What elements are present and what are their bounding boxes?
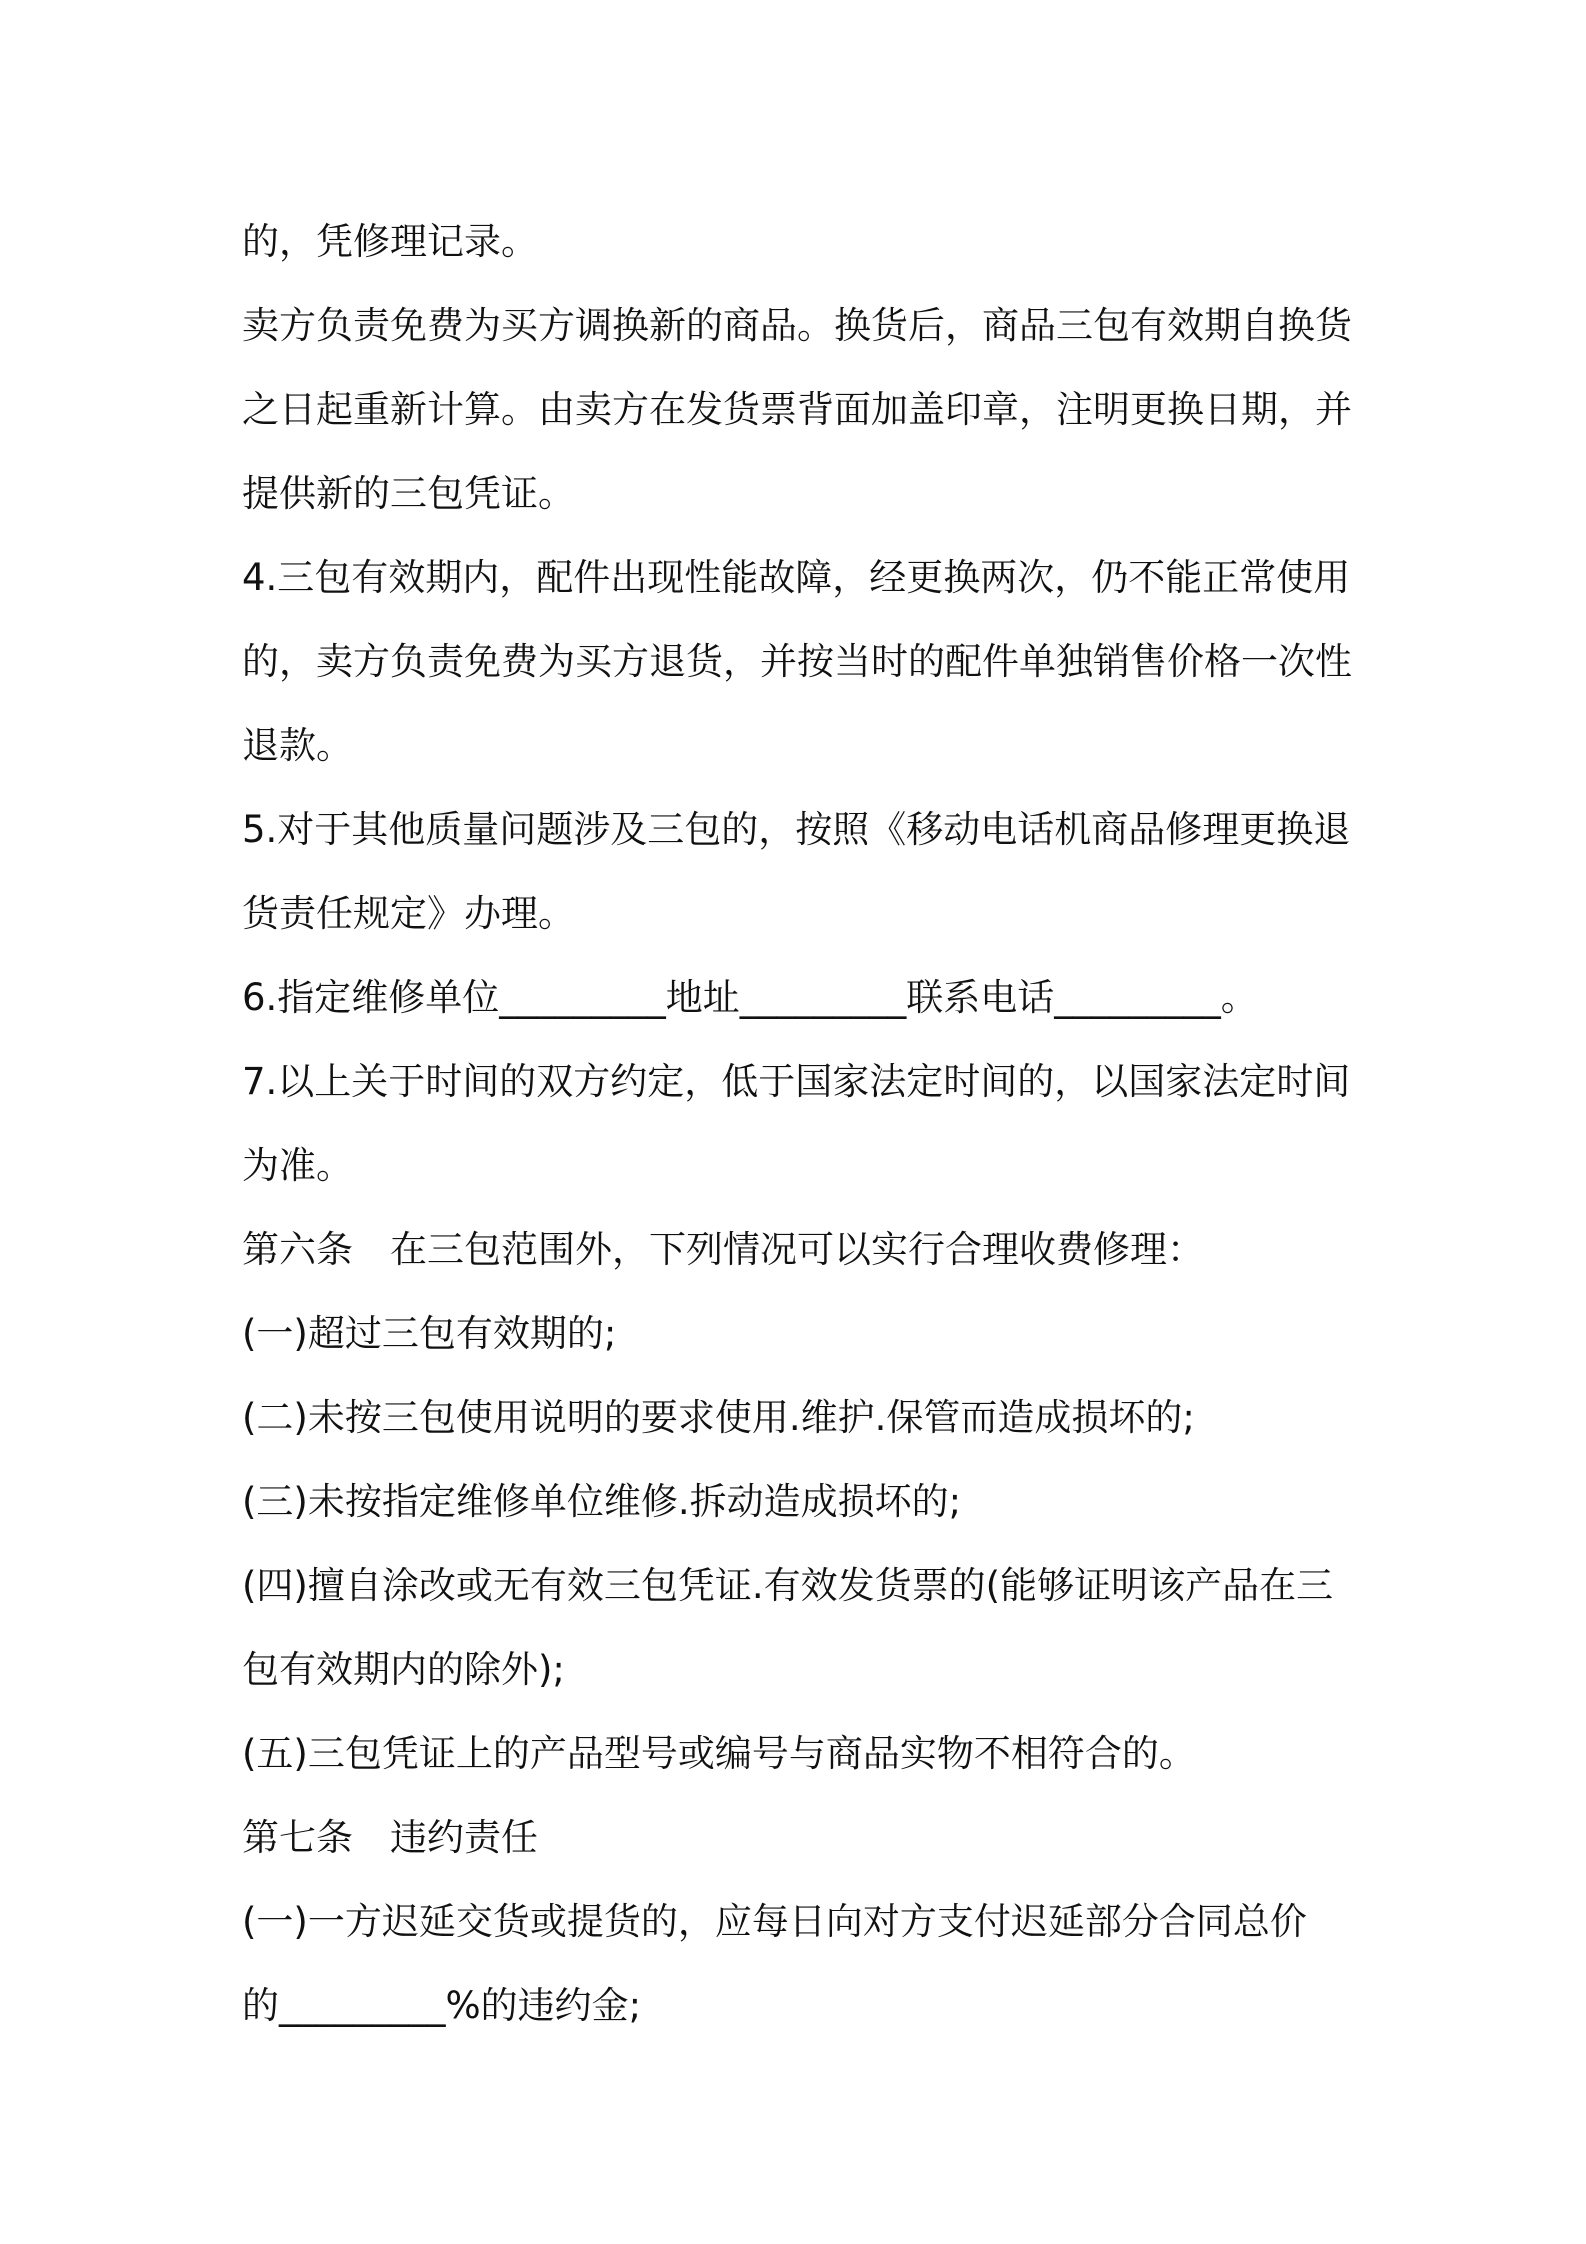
document-page	[242, 200, 1357, 2048]
text-line: 的_________%的违约金;	[242, 1984, 642, 2027]
text-line: 第六条 在三包范围外，下列情况可以实行合理收费修理：	[242, 1228, 1204, 1271]
text-line: 提供新的三包凭证。	[242, 472, 575, 515]
text-line: 7.以上关于时间的双方约定，低于国家法定时间的，以国家法定时间	[242, 1060, 1351, 1103]
text-line: 5.对于其他质量问题涉及三包的，按照《移动电话机商品修理更换退	[242, 808, 1351, 851]
text-line: 4.三包有效期内，配件出现性能故障，经更换两次，仍不能正常使用	[242, 556, 1351, 599]
text-line: (三)未按指定维修单位维修.拆动造成损坏的;	[242, 1480, 962, 1523]
text-line: 第七条 违约责任	[242, 1816, 538, 1859]
text-line: 退款。	[242, 724, 353, 767]
text-line: (四)擅自涂改或无有效三包凭证.有效发货票的(能够证明该产品在三	[242, 1564, 1334, 1607]
text-line: 之日起重新计算。由卖方在发货票背面加盖印章，注明更换日期，并	[242, 388, 1352, 431]
text-line: (五)三包凭证上的产品型号或编号与商品实物不相符合的。	[242, 1732, 1196, 1775]
text-line: 为准。	[242, 1144, 353, 1187]
text-line: 卖方负责免费为买方调换新的商品。换货后，商品三包有效期自换货	[242, 304, 1352, 347]
text-line: (二)未按三包使用说明的要求使用.维护.保管而造成损坏的;	[242, 1396, 1195, 1439]
text-line: 6.指定维修单位_________地址_________联系电话_________。	[242, 976, 1258, 1019]
text-line: 包有效期内的除外);	[242, 1648, 565, 1691]
text-line: (一)超过三包有效期的;	[242, 1312, 617, 1355]
text-line: 的，卖方负责免费为买方退货，并按当时的配件单独销售价格一次性	[242, 640, 1352, 683]
text-line: 货责任规定》办理。	[242, 892, 575, 935]
text-line: (一)一方迟延交货或提货的，应每日向对方支付迟延部分合同总价	[242, 1900, 1307, 1943]
text-line: 的，凭修理记录。	[242, 220, 538, 263]
